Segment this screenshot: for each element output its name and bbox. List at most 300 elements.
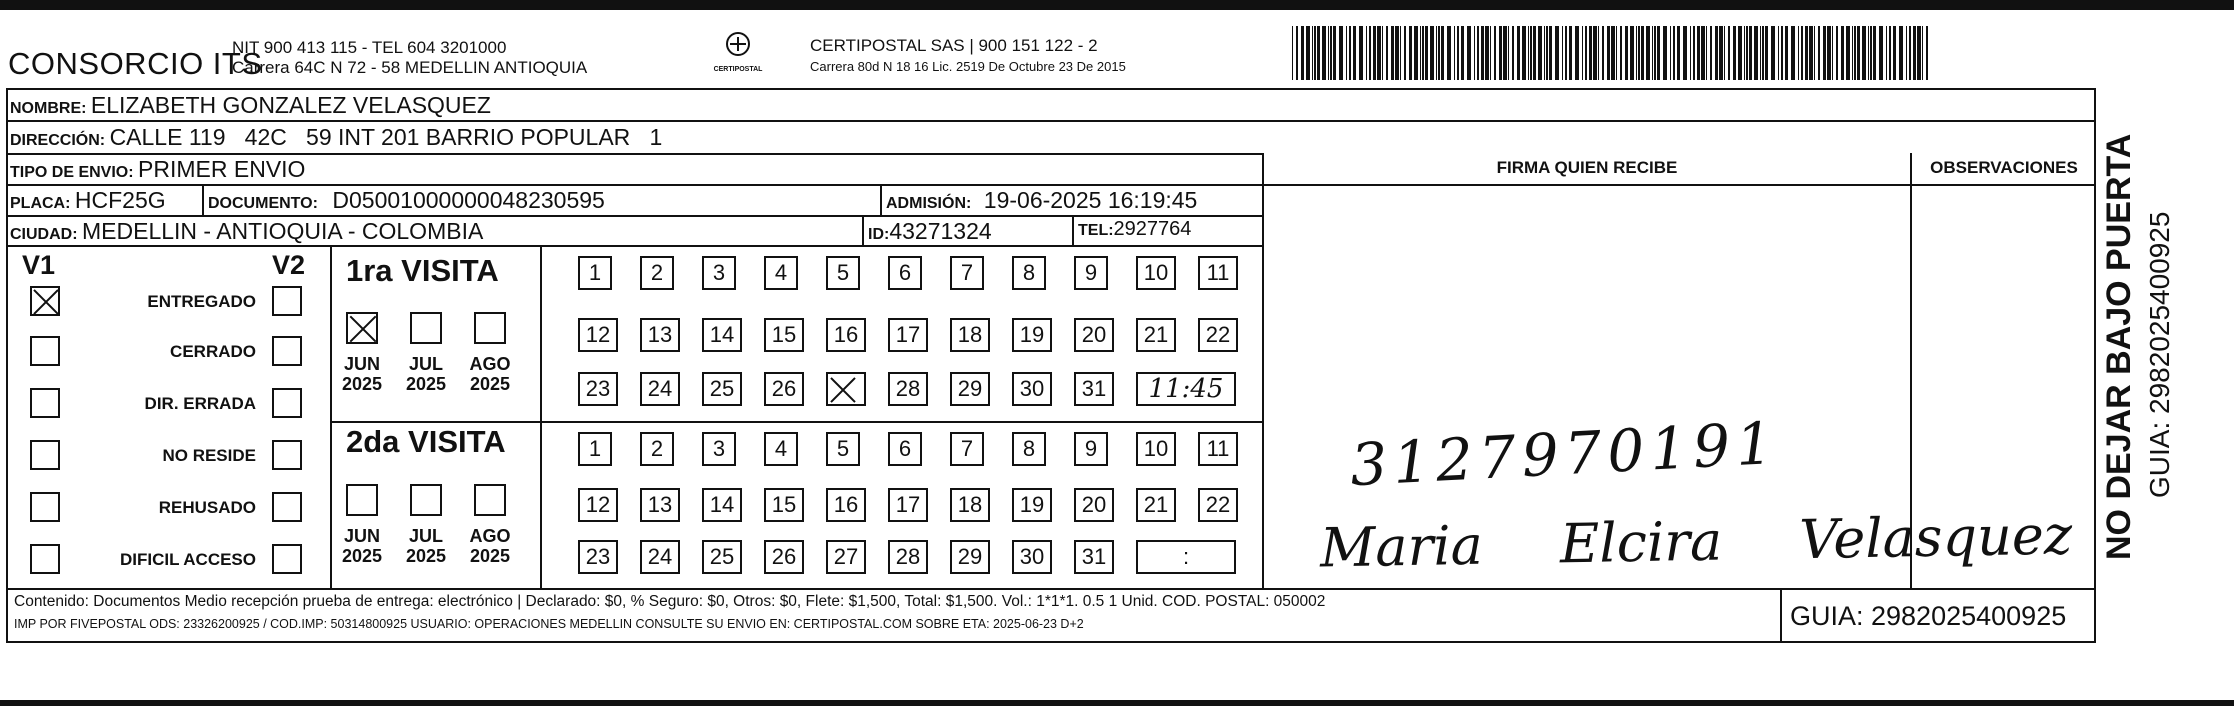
barcode-bar [1522, 26, 1526, 80]
day-box[interactable]: 13 [640, 488, 680, 522]
barcode-bar [1598, 26, 1599, 80]
month-caption [401, 354, 451, 394]
barcode-bar [1369, 26, 1371, 80]
tipo-envio-value: PRIMER ENVIO [138, 156, 306, 182]
barcode-bar [1638, 26, 1640, 80]
day-box[interactable]: 12 [578, 488, 618, 522]
barcode-bar [1805, 26, 1808, 80]
day-box[interactable]: 29 [950, 540, 990, 574]
tel-cell [1078, 218, 1191, 241]
direccion-value: CALLE 119 42C 59 INT 201 BARRIO POPULAR 1 [109, 124, 663, 150]
barcode-bar [1636, 26, 1637, 80]
day-box[interactable]: 17 [888, 488, 928, 522]
barcode-bar [1549, 26, 1552, 80]
barcode-bar [1697, 26, 1700, 80]
v2-header: V2 [272, 250, 306, 280]
company-address-line: Carrera 64C N 72 - 58 MEDELLIN ANTIOQUIA [232, 58, 588, 77]
barcode-bar [1317, 26, 1320, 80]
barcode-bar [1836, 26, 1838, 80]
barcode-bar [1616, 26, 1617, 80]
barcode-bar [1425, 26, 1428, 80]
documento-cell [208, 187, 605, 214]
nombre-row [10, 92, 491, 119]
barcode-bar [1328, 26, 1329, 80]
barcode-bar [1474, 26, 1475, 80]
month-year: 2025 [469, 546, 511, 566]
barcode-bar [1827, 26, 1831, 80]
barcode-bar [1306, 26, 1310, 80]
month-year: 2025 [405, 546, 447, 566]
guia-divider [1780, 588, 1782, 643]
barcode-bar [1886, 26, 1887, 80]
barcode-bar [1508, 26, 1509, 80]
barcode-bar [1809, 26, 1813, 80]
barcode-bar [1832, 26, 1833, 80]
day-box[interactable]: 19 [1012, 318, 1052, 352]
barcode-bar [1436, 26, 1437, 80]
barcode-bar [1854, 26, 1856, 80]
day-box[interactable]: 9 [1074, 432, 1108, 466]
v1-checkbox[interactable] [30, 492, 60, 522]
barcode-bar [1400, 26, 1401, 80]
cell-divider [862, 215, 864, 245]
barcode-bar [1744, 26, 1745, 80]
day-box[interactable]: 21 [1136, 318, 1176, 352]
barcode-bar [1346, 26, 1347, 80]
barcode-bar [1582, 26, 1583, 80]
barcode-bar [1625, 26, 1628, 80]
placa-cell [10, 187, 166, 214]
barcode-bar [1909, 26, 1911, 80]
day-box[interactable]: 29 [950, 372, 990, 406]
carrier-nit-line: CERTIPOSTAL SAS | 900 151 122 - 2 [810, 36, 1098, 55]
first-visit-time[interactable]: 11:45 [1136, 372, 1236, 406]
status-label: DIR. ERRADA [144, 394, 256, 413]
nombre-label: NOMBRE: [10, 100, 87, 117]
barcode-bar [1481, 26, 1484, 80]
day-box[interactable]: 10 [1136, 256, 1176, 290]
v2-checkbox[interactable] [272, 544, 302, 574]
v2-checkbox[interactable] [272, 388, 302, 418]
barcode-bar [1530, 26, 1532, 80]
id-value: 43271324 [889, 218, 992, 244]
day-box[interactable]: 18 [950, 488, 990, 522]
month-label: AGO [469, 526, 511, 546]
status-label: REHUSADO [158, 498, 256, 517]
v2-checkbox[interactable] [272, 492, 302, 522]
day-box[interactable]: 24 [640, 540, 680, 574]
barcode-bar [1512, 26, 1514, 80]
barcode-bar [1296, 26, 1298, 80]
second-visit-time[interactable]: : [1136, 540, 1236, 574]
day-box[interactable] [826, 372, 866, 406]
company-nit-line: NIT 900 413 115 - TEL 604 3201000 [232, 38, 507, 57]
month-checkbox[interactable] [346, 484, 378, 516]
month-caption [337, 354, 387, 394]
documento-label: DOCUMENTO: [208, 195, 318, 212]
footer-print-line: IMP POR FIVEPOSTAL ODS: 23326200925 / COD.IMP: 50314800925 USUARIO: OPERACIONES MEDELLIN CONSULTE SU ENVIO EN: CERTIPOSTAL.COM SOBRE ETA: 2025-06-23 D+2 [14, 617, 1084, 631]
day-box[interactable]: 18 [950, 318, 990, 352]
day-box[interactable]: 4 [764, 256, 798, 290]
day-box[interactable]: 2 [640, 256, 674, 290]
month-checkbox[interactable] [346, 312, 378, 344]
direccion-row [10, 124, 662, 151]
status-label: CERRADO [170, 342, 256, 361]
barcode-bar [1593, 26, 1597, 80]
day-box[interactable]: 13 [640, 318, 680, 352]
second-visit-title: 2da VISITA [346, 424, 506, 459]
day-box[interactable]: 21 [1136, 488, 1176, 522]
barcode-bar [1701, 26, 1705, 80]
barcode-bar [1447, 26, 1451, 80]
barcode-bar [1715, 26, 1718, 80]
day-box[interactable]: 6 [888, 256, 922, 290]
ciudad-label: CIUDAD: [10, 226, 78, 243]
barcode-bar [1544, 26, 1545, 80]
barcode-bar [1490, 26, 1491, 80]
v1-checkbox[interactable] [30, 544, 60, 574]
day-box[interactable]: 16 [826, 488, 866, 522]
barcode-bar [1607, 26, 1610, 80]
month-caption [465, 526, 515, 566]
day-box[interactable]: 25 [702, 372, 742, 406]
barcode-bar [1760, 26, 1761, 80]
day-box[interactable]: 16 [826, 318, 866, 352]
barcode-bar [1710, 26, 1712, 80]
barcode-bar [1386, 26, 1388, 80]
barcode-bar [1611, 26, 1615, 80]
row-divider [6, 184, 2096, 186]
barcode-bar [1677, 26, 1680, 80]
handwritten-name: Maria Elcira Velasquez [1319, 503, 2073, 580]
barcode-bar [1528, 26, 1529, 80]
cell-divider [880, 184, 882, 215]
day-box[interactable]: 30 [1012, 540, 1052, 574]
barcode-bar [1706, 26, 1707, 80]
barcode-bar [1602, 26, 1604, 80]
barcode-bar [1503, 26, 1507, 80]
v2-checkbox[interactable] [272, 286, 302, 316]
month-checkbox[interactable] [410, 312, 442, 344]
guia-number-box: GUIA: 2982025400925 [1790, 601, 2067, 631]
day-box[interactable]: 28 [888, 372, 928, 406]
barcode-bar [1785, 26, 1788, 80]
barcode-bar [1673, 26, 1675, 80]
barcode-bar [1366, 26, 1367, 80]
barcode-bar [1575, 26, 1579, 80]
barcode-bar [1926, 26, 1928, 80]
day-box[interactable]: 11 [1198, 256, 1238, 290]
day-box[interactable]: 5 [826, 256, 860, 290]
barcode-bar [1457, 26, 1459, 80]
month-year: 2025 [341, 546, 383, 566]
barcode-bar [1683, 26, 1687, 80]
barcode-bar [1404, 26, 1406, 80]
day-box[interactable]: 2 [640, 432, 674, 466]
v1-checkbox[interactable] [30, 388, 60, 418]
barcode-bar [1461, 26, 1464, 80]
barcode-bar [1733, 26, 1736, 80]
barcode-bar [1781, 26, 1783, 80]
barcode-bar [1846, 26, 1850, 80]
barcode-bar [1359, 26, 1363, 80]
barcode-bar [1657, 26, 1660, 80]
barcode-bar [1906, 26, 1907, 80]
ciudad-value: MEDELLIN - ANTIOQUIA - COLOMBIA [82, 218, 484, 244]
barcode-bar [1441, 26, 1444, 80]
company-name: CONSORCIO ITS [8, 46, 263, 81]
month-label: JUN [343, 526, 380, 546]
barcode-bar [1312, 26, 1313, 80]
month-caption [465, 354, 515, 394]
admision-label: ADMISIÓN: [886, 195, 972, 212]
id-cell [868, 218, 992, 245]
status-label: DIFICIL ACCESO [119, 550, 256, 569]
v2-checkbox[interactable] [272, 336, 302, 366]
month-checkbox[interactable] [474, 484, 506, 516]
day-box[interactable]: 23 [578, 372, 618, 406]
tipo-envio-label: TIPO DE ENVIO: [10, 164, 134, 181]
day-box[interactable]: 10 [1136, 432, 1176, 466]
day-box[interactable]: 22 [1198, 318, 1238, 352]
tel-value: 2927764 [1113, 218, 1192, 240]
barcode-bar [1589, 26, 1592, 80]
barcode-bar [1330, 26, 1332, 80]
barcode-bar [1873, 26, 1876, 80]
v1-checkbox[interactable] [30, 440, 60, 470]
carrier-address-line: Carrera 80d N 18 16 Lic. 2519 De Octubre 23 De 2015 [810, 59, 1126, 74]
barcode-bar [1913, 26, 1916, 80]
logo-caption: CERTIPOSTAL [713, 66, 763, 73]
direccion-label: DIRECCIÓN: [10, 132, 106, 149]
day-box[interactable]: 7 [950, 432, 984, 466]
month-label: JUL [408, 354, 443, 374]
barcode-bar [1791, 26, 1795, 80]
day-box[interactable]: 14 [702, 488, 742, 522]
barcode-bar [1494, 26, 1496, 80]
month-year: 2025 [405, 374, 447, 394]
barcode-bar [1485, 26, 1489, 80]
day-box[interactable]: 8 [1012, 432, 1046, 466]
barcode [1292, 26, 1932, 80]
id-label: ID: [868, 226, 890, 243]
barcode-bar [1652, 26, 1653, 80]
day-box[interactable]: 24 [640, 372, 680, 406]
month-caption [401, 526, 451, 566]
day-box[interactable]: 9 [1074, 256, 1108, 290]
barcode-bar [1538, 26, 1542, 80]
barcode-bar [1339, 26, 1343, 80]
barcode-bar [1754, 26, 1758, 80]
barcode-bar [1922, 26, 1923, 80]
barcode-bar [1738, 26, 1742, 80]
day-box[interactable]: 31 [1074, 540, 1114, 574]
barcode-bar [1349, 26, 1351, 80]
day-box[interactable]: 26 [764, 540, 804, 574]
barcode-bar [1762, 26, 1764, 80]
day-box[interactable]: 17 [888, 318, 928, 352]
barcode-bar [1879, 26, 1883, 80]
barcode-bar [1477, 26, 1479, 80]
barcode-bar [1893, 26, 1896, 80]
cell-divider [202, 184, 204, 215]
day-box[interactable]: 12 [578, 318, 618, 352]
month-col-divider [540, 245, 542, 588]
day-box[interactable]: 20 [1074, 318, 1114, 352]
day-box[interactable]: 15 [764, 318, 804, 352]
certipostal-logo [706, 30, 770, 78]
month-year: 2025 [341, 374, 383, 394]
day-box[interactable]: 5 [826, 432, 860, 466]
barcode-bar [1857, 26, 1860, 80]
placa-label: PLACA: [10, 195, 71, 212]
admision-cell [886, 187, 1197, 214]
documento-value: D05001000000048230595 [332, 187, 605, 213]
row-divider [6, 120, 2096, 122]
day-box[interactable]: 11 [1198, 432, 1238, 466]
barcode-bar [1333, 26, 1336, 80]
barcode-bar [1670, 26, 1671, 80]
day-box[interactable]: 4 [764, 432, 798, 466]
barcode-bar [1724, 26, 1725, 80]
barcode-bar [1654, 26, 1656, 80]
barcode-bar [1620, 26, 1622, 80]
barcode-bar [1438, 26, 1440, 80]
barcode-bar [1391, 26, 1394, 80]
barcode-bar [1585, 26, 1587, 80]
company-contact [232, 38, 587, 78]
day-box[interactable]: 7 [950, 256, 984, 290]
status-label: NO RESIDE [162, 446, 256, 465]
day-box[interactable]: 28 [888, 540, 928, 574]
v1-checkbox[interactable] [30, 336, 60, 366]
barcode-bar [1454, 26, 1455, 80]
barcode-bar [1746, 26, 1748, 80]
barcode-bar [1646, 26, 1650, 80]
admision-value: 19-06-2025 16:19:45 [983, 187, 1198, 213]
row-divider [6, 153, 1262, 155]
barcode-bar [1693, 26, 1695, 80]
barcode-bar [1798, 26, 1799, 80]
day-box[interactable]: 27 [826, 540, 866, 574]
barcode-bar [1517, 26, 1520, 80]
status-label: ENTREGADO [147, 292, 256, 311]
day-box[interactable]: 31 [1074, 372, 1114, 406]
barcode-bar [1292, 26, 1293, 80]
v1-checkbox[interactable] [30, 286, 60, 316]
barcode-bar [1533, 26, 1536, 80]
barcode-bar [1373, 26, 1376, 80]
placa-value: HCF25G [74, 187, 166, 213]
barcode-bar [1301, 26, 1304, 80]
cell-divider [1072, 215, 1074, 245]
barcode-bar [1663, 26, 1667, 80]
day-box[interactable]: 19 [1012, 488, 1052, 522]
barcode-bar [1899, 26, 1903, 80]
day-box[interactable]: 3 [702, 432, 736, 466]
barcode-bar [1801, 26, 1803, 80]
day-box[interactable]: 14 [702, 318, 742, 352]
v2-checkbox[interactable] [272, 440, 302, 470]
barcode-bar [1771, 26, 1775, 80]
day-box[interactable]: 20 [1074, 488, 1114, 522]
barcode-bar [1430, 26, 1434, 80]
month-label: JUL [408, 526, 443, 546]
firma-header: FIRMA QUIEN RECIBE [1496, 158, 1678, 177]
barcode-bar [1778, 26, 1779, 80]
handwritten-phone: 3127970191 [1348, 408, 1781, 500]
barcode-bar [1814, 26, 1815, 80]
month-label: JUN [343, 354, 380, 374]
barcode-bar [1353, 26, 1356, 80]
month-checkbox[interactable] [410, 484, 442, 516]
barcode-bar [1555, 26, 1559, 80]
barcode-bar [1377, 26, 1381, 80]
day-box[interactable]: 1 [578, 256, 612, 290]
day-box[interactable]: 23 [578, 540, 618, 574]
row-divider [6, 245, 1262, 247]
day-box[interactable]: 25 [702, 540, 742, 574]
signature-col-divider [1262, 153, 1264, 588]
barcode-bar [1823, 26, 1826, 80]
barcode-bar [1422, 26, 1424, 80]
bottom-border-bar [0, 700, 2234, 706]
month-caption [337, 526, 387, 566]
barcode-bar [1409, 26, 1412, 80]
barcode-bar [1852, 26, 1853, 80]
barcode-bar [1562, 26, 1563, 80]
month-year: 2025 [469, 374, 511, 394]
tipo-envio-row [10, 156, 305, 183]
tel-label: TEL: [1078, 222, 1114, 239]
barcode-bar [1569, 26, 1572, 80]
barcode-bar [1546, 26, 1548, 80]
barcode-bar [1467, 26, 1471, 80]
ciudad-cell [10, 218, 483, 245]
barcode-bar [1420, 26, 1421, 80]
barcode-bar [1382, 26, 1383, 80]
barcode-bar [1889, 26, 1891, 80]
barcode-bar [1414, 26, 1418, 80]
day-box[interactable]: 6 [888, 432, 922, 466]
barcode-bar [1690, 26, 1691, 80]
barcode-bar [1868, 26, 1869, 80]
v1-header: V1 [22, 250, 56, 280]
barcode-bar [1870, 26, 1872, 80]
day-box[interactable]: 3 [702, 256, 736, 290]
barcode-bar [1917, 26, 1921, 80]
barcode-bar [1765, 26, 1768, 80]
barcode-bar [1749, 26, 1752, 80]
barcode-bar [1565, 26, 1567, 80]
side-guia-text: GUIA: 2982025400925 [2144, 211, 2175, 498]
day-box[interactable]: 26 [764, 372, 804, 406]
month-checkbox[interactable] [474, 312, 506, 344]
first-visit-title: 1ra VISITA [346, 253, 499, 288]
status-col-divider [330, 245, 332, 588]
barcode-bar [1322, 26, 1326, 80]
visit-divider [330, 421, 1262, 423]
day-box[interactable]: 22 [1198, 488, 1238, 522]
day-box[interactable]: 8 [1012, 256, 1046, 290]
barcode-bar [1630, 26, 1634, 80]
observaciones-header: OBSERVACIONES [1930, 158, 2078, 177]
day-box[interactable]: 15 [764, 488, 804, 522]
barcode-bar [1641, 26, 1644, 80]
day-box[interactable]: 30 [1012, 372, 1052, 406]
day-box[interactable]: 1 [578, 432, 612, 466]
month-label: AGO [469, 354, 511, 374]
